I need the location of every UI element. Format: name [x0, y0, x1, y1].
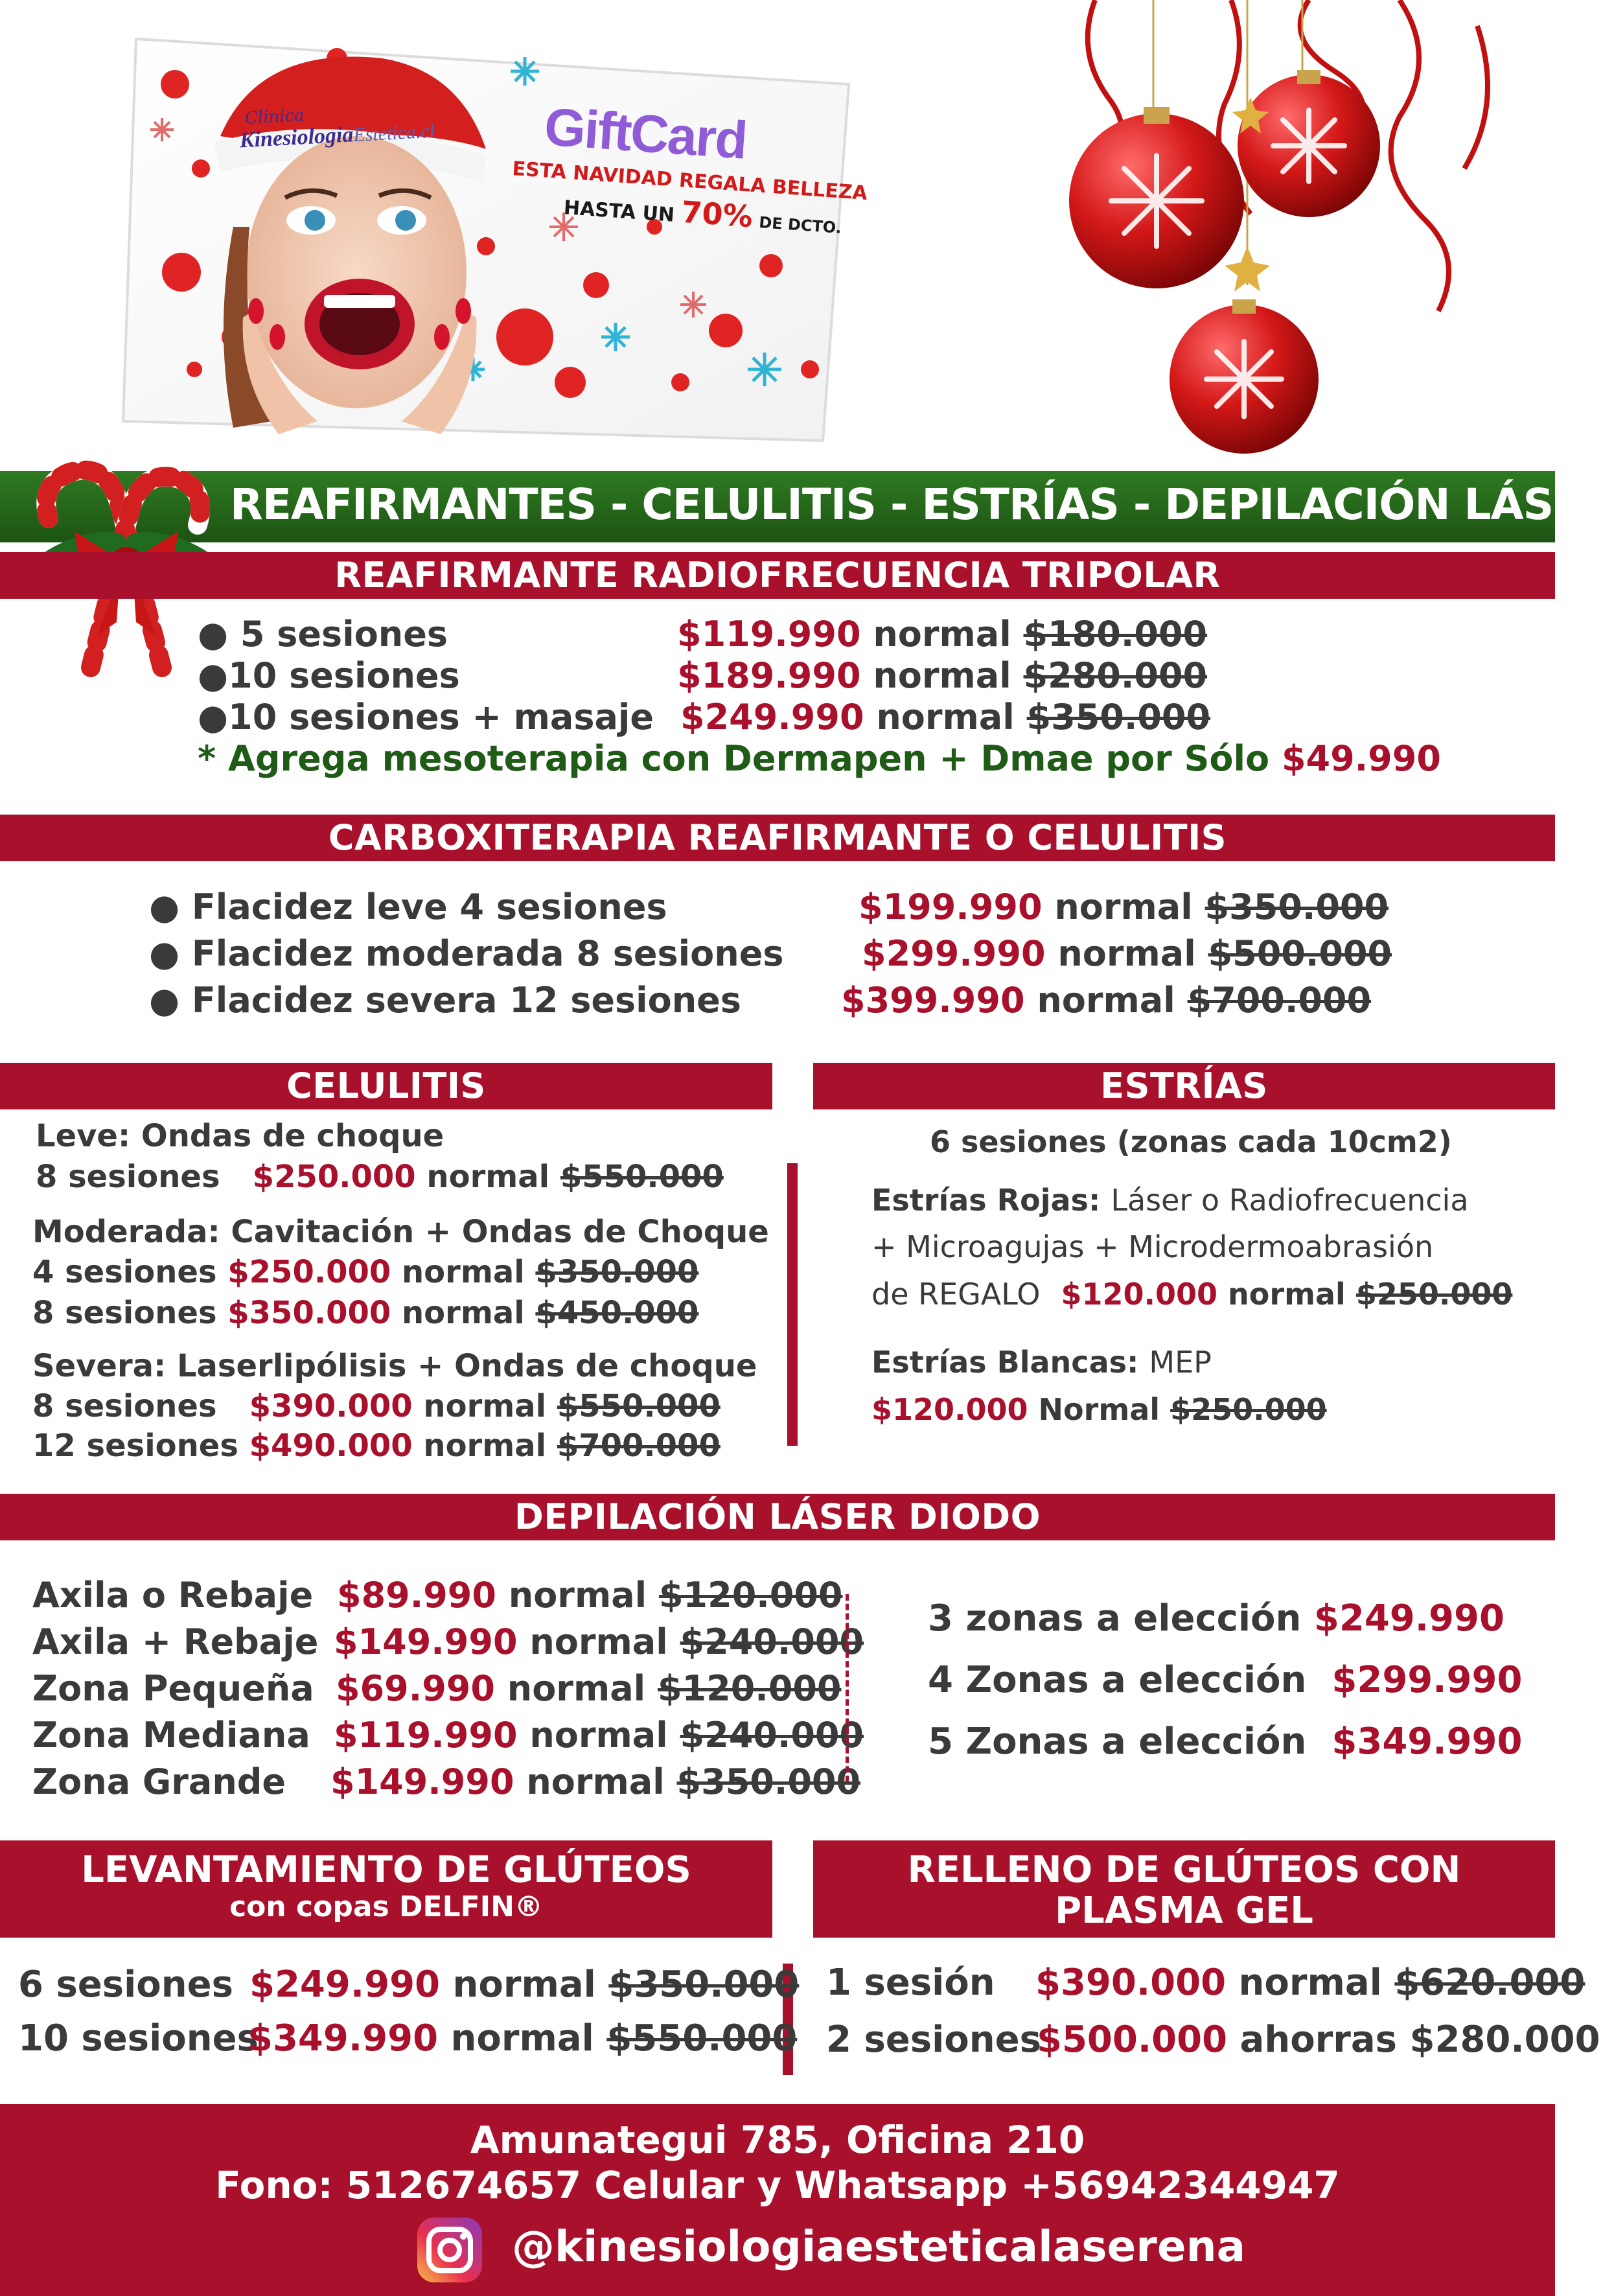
normal-label: normal: [1238, 1962, 1382, 2004]
old-price: $180.000: [1023, 614, 1208, 655]
christmas-ornaments: [1037, 0, 1555, 467]
price: $500.000: [1037, 2019, 1228, 2061]
estrias-blancas-desc: MEP: [1149, 1345, 1212, 1380]
section-title-radiofrecuencia: REAFIRMANTE RADIOFRECUENCIA TRIPOLAR: [0, 552, 1555, 599]
celulitis-severa-row-1: [32, 1388, 721, 1424]
row-prices: [330, 1761, 860, 1802]
normal-label: normal: [452, 1964, 596, 2006]
giftcard-discount: 70%: [680, 194, 754, 235]
normal-label: normal: [507, 1668, 646, 1709]
instagram-glyph: [415, 2215, 485, 2285]
price: $349.990: [248, 2017, 439, 2059]
price: $89.990: [337, 1575, 496, 1616]
price: $250.000: [227, 1254, 391, 1290]
section-title-relleno: [813, 1840, 1555, 1938]
relleno-title-2: PLASMA GEL: [1055, 1890, 1313, 1932]
ahorras-label: ahorras: [1239, 2019, 1398, 2061]
normal-label: normal: [426, 1159, 550, 1195]
normal-label: normal: [1037, 980, 1175, 1021]
row-label: Zona Pequeña: [32, 1668, 314, 1709]
row-label: 12 sesiones: [32, 1428, 238, 1464]
estrias-subtitle: 6 sesiones (zonas cada 10cm2): [930, 1124, 1452, 1159]
section-title-estrias: ESTRÍAS: [813, 1063, 1555, 1109]
section-title-carboxiterapia: CARBOXITERAPIA REAFIRMANTE O CELULITIS: [0, 815, 1555, 861]
normal-label: normal: [876, 697, 1015, 737]
celulitis-moderada-row-2: [32, 1295, 698, 1331]
old-price: $120.000: [658, 1575, 843, 1616]
giftcard-title: GiftCard: [542, 97, 748, 170]
instagram-icon[interactable]: [415, 2215, 485, 2285]
price: $390.000: [1035, 1962, 1227, 2004]
addon-price: $49.990: [1281, 738, 1441, 779]
radio-row-1-prices: [677, 614, 1207, 655]
old-price: $240.000: [680, 1621, 864, 1662]
row-label: Zona Grande: [32, 1761, 286, 1802]
celulitis-divider: [787, 1163, 798, 1446]
celulitis-severa-row-2: [32, 1428, 721, 1464]
normal-label: normal: [529, 1715, 668, 1756]
addon-text: * Agrega mesoterapia con Dermapen + Dmae por Sólo: [198, 738, 1270, 779]
estrias-rojas-gift: de REGALO: [871, 1277, 1041, 1312]
old-price: $550.000: [557, 1388, 721, 1424]
row-label: 1 sesión: [826, 1962, 995, 2004]
old-price: $350.000: [1026, 697, 1211, 737]
depilacion-dotted-divider: [846, 1594, 849, 1782]
price: $249.990: [249, 1964, 441, 2006]
zonas-row-3: [928, 1721, 1522, 1763]
old-price: $120.000: [657, 1668, 842, 1709]
old-price: $700.000: [1187, 980, 1372, 1021]
footer-phone: Fono: 512674657 Celular y Whatsapp +56942344947: [215, 2163, 1340, 2207]
clinic-logo: [238, 99, 448, 181]
price: $119.990: [334, 1715, 518, 1756]
old-price: $280.000: [1023, 655, 1208, 696]
row-label: Axila + Rebaje: [32, 1621, 319, 1662]
relleno-title-1: RELLENO DE GLÚTEOS CON: [907, 1849, 1461, 1891]
price: $250.000: [252, 1159, 416, 1195]
row-prices: [336, 1668, 842, 1709]
normal-label: normal: [450, 2017, 594, 2059]
normal-label: normal: [423, 1388, 547, 1424]
old-price: $550.000: [560, 1159, 724, 1195]
price: $299.990: [1332, 1659, 1523, 1701]
estrias-rojas-line-2: + Microagujas + Microdermoabrasión: [871, 1229, 1434, 1264]
celulitis-severa-title: Severa: Laserlipólisis + Ondas de choque: [32, 1348, 757, 1384]
normal-label: normal: [873, 614, 1011, 655]
old-price: $350.000: [1205, 887, 1389, 927]
carboxi-row-2-label: ● Flacidez moderada 8 sesiones: [149, 933, 784, 974]
celulitis-moderada-row-1: [32, 1254, 698, 1290]
row-label: 5 Zonas a elección: [928, 1721, 1307, 1763]
estrias-blancas-line-2: [871, 1392, 1327, 1427]
old-price: $450.000: [535, 1295, 699, 1331]
radio-addon: [198, 738, 1441, 779]
row-label: 4 Zonas a elección: [928, 1659, 1307, 1701]
section-title-depilacion: DEPILACIÓN LÁSER DIODO: [0, 1494, 1555, 1540]
old-price: $500.000: [1208, 933, 1392, 974]
row-prices: [334, 1621, 864, 1662]
row-label: 8 sesiones: [36, 1159, 220, 1195]
old-price: $350.000: [608, 1964, 800, 2006]
row-label: 4 sesiones: [32, 1254, 217, 1290]
price: $249.990: [680, 697, 864, 737]
normal-label: normal: [529, 1621, 668, 1662]
estrias-blancas-label: Estrías Blancas:: [871, 1345, 1139, 1380]
row-prices: [337, 1575, 843, 1616]
footer-instagram-handle[interactable]: @kinesiologiaesteticalaserena: [512, 2221, 1246, 2271]
old-price: $550.000: [606, 2017, 798, 2059]
logo-main: Kinesiologia: [238, 122, 354, 153]
row-label: 8 sesiones: [32, 1388, 217, 1424]
row-label: Axila o Rebaje: [32, 1575, 314, 1616]
normal-label: normal: [423, 1428, 547, 1464]
estrias-rojas-line-3: [871, 1277, 1512, 1312]
ornament-icon: [1037, 0, 1555, 467]
old-price: $250.000: [1170, 1392, 1327, 1427]
old-price: $350.000: [535, 1254, 699, 1290]
price: $350.000: [227, 1295, 391, 1331]
logo-tail: Estetica.cl: [352, 120, 435, 146]
estrias-rojas-desc: Láser o Radiofrecuencia: [1111, 1183, 1469, 1218]
levantamiento-title: LEVANTAMIENTO DE GLÚTEOS: [81, 1849, 691, 1891]
row-label: Zona Mediana: [32, 1715, 310, 1756]
price: $119.990: [677, 614, 861, 655]
price: $299.990: [862, 933, 1046, 974]
section-title-levantamiento: [0, 1840, 772, 1938]
row-label: 2 sesiones: [826, 2019, 1041, 2061]
celulitis-leve-title: Leve: Ondas de choque: [36, 1118, 444, 1154]
radio-row-3-label: ●10 sesiones + masaje: [198, 697, 654, 737]
normal-label: normal: [402, 1254, 525, 1290]
celulitis-leve-row: [36, 1159, 724, 1195]
old-price: $620.000: [1394, 1962, 1585, 2004]
footer-address: Amunategui 785, Oficina 210: [470, 2118, 1085, 2162]
estrias-rojas-line-1: [871, 1183, 1469, 1218]
price: $120.000: [1061, 1277, 1218, 1312]
price: $390.000: [249, 1388, 413, 1424]
price: $490.000: [249, 1428, 413, 1464]
giftcard-line1: ESTA NAVIDAD REGALA BELLEZA: [511, 157, 868, 205]
price: $120.000: [871, 1392, 1028, 1427]
giftcard-line2-post: DE DCTO.: [758, 213, 842, 237]
normal-label: normal: [526, 1761, 665, 1802]
old-price: $700.000: [557, 1428, 721, 1464]
old-price: $350.000: [676, 1761, 861, 1802]
giftcard-line2-pre: HASTA UN: [562, 196, 676, 227]
radio-row-1-label: ● 5 sesiones: [198, 614, 448, 655]
carboxi-row-2-prices: [862, 933, 1392, 974]
price: $349.990: [1332, 1721, 1523, 1763]
price: $249.990: [1313, 1597, 1504, 1640]
price: $149.990: [330, 1761, 514, 1802]
saving-amount: $280.000: [1409, 2019, 1600, 2061]
gift-card: [123, 32, 855, 447]
normal-label: normal: [1054, 887, 1193, 927]
normal-label: normal: [1057, 933, 1196, 974]
radio-row-3-prices: [680, 697, 1210, 737]
normal-label: Normal: [1038, 1392, 1160, 1427]
row-prices: [249, 1964, 799, 2006]
banner-title: REAFIRMANTES - CELULITIS - ESTRÍAS - DEPILACIÓN LÁSER: [230, 480, 1614, 529]
estrias-blancas-line-1: [871, 1345, 1212, 1380]
normal-label: normal: [508, 1575, 647, 1616]
old-price: $240.000: [680, 1715, 864, 1756]
normal-label: normal: [873, 655, 1011, 696]
row-label: 6 sesiones: [18, 1964, 233, 2006]
price: $399.990: [841, 980, 1025, 1021]
normal-label: normal: [402, 1295, 525, 1331]
row-label: 3 zonas a elección: [928, 1597, 1302, 1640]
price: $189.990: [677, 655, 861, 696]
zonas-row-2: [928, 1659, 1522, 1701]
row-prices: [334, 1715, 864, 1756]
row-prices: [248, 2017, 797, 2059]
zonas-row-1: [928, 1597, 1504, 1640]
logo-top: Clinica: [244, 106, 305, 128]
row-prices: [1037, 2019, 1600, 2061]
radio-row-2-prices: [677, 655, 1207, 696]
carboxi-row-1-label: ● Flacidez leve 4 sesiones: [149, 887, 667, 927]
row-prices: [1035, 1962, 1585, 2004]
levantamiento-subtitle: con copas DELFIN®: [229, 1890, 543, 1923]
price: $199.990: [859, 887, 1043, 927]
radio-row-2-label: ●10 sesiones: [198, 655, 460, 696]
gift-card-art: [123, 32, 855, 447]
normal-label: normal: [1228, 1277, 1346, 1312]
price: $69.990: [336, 1668, 495, 1709]
carboxi-row-3-label: ● Flacidez severa 12 sesiones: [149, 980, 741, 1021]
old-price: $250.000: [1355, 1277, 1513, 1312]
carboxi-row-1-prices: [859, 887, 1389, 927]
estrias-rojas-label: Estrías Rojas:: [871, 1183, 1101, 1218]
carboxi-row-3-prices: [841, 980, 1371, 1021]
row-label: 8 sesiones: [32, 1295, 217, 1331]
celulitis-moderada-title: Moderada: Cavitación + Ondas de Choque: [32, 1214, 769, 1250]
row-label: 10 sesiones: [18, 2017, 259, 2059]
section-title-celulitis: CELULITIS: [0, 1063, 772, 1109]
price: $149.990: [334, 1621, 518, 1662]
